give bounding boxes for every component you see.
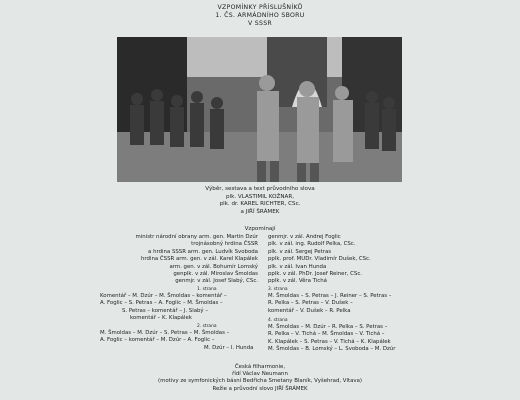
side-1-label: 1. strana: [197, 287, 217, 292]
track-line: komentář – K. Klapálek: [130, 315, 192, 322]
soldiers-marching-image: [117, 37, 402, 182]
track-line: M. Šmoldas – B. Lomský – L. Svoboda – M. Dzúr: [268, 346, 396, 353]
track-line: M. Šmoldas – M. Dzúr – R. Pelka – S. Petras –: [268, 324, 388, 330]
track-line: M. Dzúr – I. Hunda: [204, 344, 254, 351]
side-4-label: 4. strana: [268, 318, 288, 323]
speaker-entry: plk. v zál. ing. Rudolf Pelka, CSc.: [268, 241, 356, 248]
speaker-entry: ministr národní obrany arm. gen. Martin Dzúr: [135, 234, 258, 240]
side-1-tracklist: [100, 293, 227, 323]
music-motifs-note: (motivy ze symfonických básní Bedřicha Smetany Blaník, Vyšehrad, Vltava): [158, 378, 362, 385]
speaker-entry: pplk. prof. MUDr. Vladimír Dušek, CSc.: [268, 256, 371, 263]
speaker-entry: hrdina ČSSR arm. gen. v zál. Karel Klapálek: [141, 256, 258, 263]
speaker-entry: pplk. v zál. PhDr. Josef Reiner, CSc.: [268, 271, 362, 278]
side-3-tracklist: [268, 293, 391, 315]
credits-name-1: plk. VLASTIMIL KOŽNAR,: [225, 193, 295, 200]
speaker-entry: genplk. v zál. Miroslav Šmoldas: [173, 271, 258, 278]
speaker-entry: genmjr. v zál. Josef Slabý, CSc.: [175, 278, 258, 285]
credits: [0, 186, 520, 216]
speaker-entry: pplk. v zál. Věra Tichá: [268, 278, 327, 285]
track-line: S. Petras – komentář – J. Slabý –: [122, 307, 209, 314]
track-line: Komentář – M. Dzúr – M. Šmoldas – komentář –: [100, 293, 227, 299]
track-line: A. Foglic – komentář – M. Dzúr – A. Foglic –: [100, 337, 215, 344]
track-line: M. Šmoldas – S. Petras – J. Reiner – S. Petras –: [268, 293, 392, 299]
credits-intro: Výběr, sestava a text průvodního slova: [205, 186, 315, 192]
track-line: K. Klapálek – S. Petras – V. Tichá – K. Klapálek: [268, 338, 391, 345]
track-line: M. Šmoldas – M. Dzúr – S. Petras – M. Šmoldas –: [100, 330, 230, 336]
recollections-right-column: [268, 234, 371, 286]
side-2-tracklist: [100, 330, 253, 352]
credits-name-2: plk. dr. KAREL RICHTER, CSc.: [219, 201, 301, 208]
header-line-3: V SSSR: [247, 20, 273, 27]
track-line: komentář – V. Dušek – R. Pelka: [268, 307, 351, 314]
header-line-1: VZPOMÍNKY PŘÍSLUŠNÍKŮ: [217, 4, 303, 11]
speaker-entry: genmjr. v zál. Andrej Foglic: [268, 234, 341, 240]
recollections-left-column: [136, 234, 258, 286]
track-line: A. Foglic – S. Petras – A. Foglic – M. Šmoldas –: [100, 300, 223, 307]
speaker-entry: trojnásobný hrdina ČSSR: [191, 241, 258, 248]
recollections-heading: Vzpomínají: [244, 226, 276, 232]
director-credit: Režie a průvodní slovo JIŘÍ ŠRÁMEK: [212, 385, 308, 392]
speaker-entry: plk. v zál. Sergej Petras: [268, 248, 332, 255]
conductor: řídí Václav Neumann: [232, 371, 288, 378]
side-2-label: 2. strana: [197, 324, 217, 329]
speaker-entry: plk. v zál. Ivan Hunda: [268, 263, 327, 270]
speaker-entry: arm. gen. v zál. Bohumír Lomský: [169, 263, 258, 270]
side-4-tracklist: [268, 324, 395, 354]
header-line-2: 1. ČS. ARMÁDNÍHO SBORU: [215, 12, 305, 19]
credits-name-3: a JIŘÍ ŠRÁMEK: [240, 208, 280, 215]
track-line: R. Pelka – V. Tichá – M. Šmoldas – V. Tichá –: [268, 331, 385, 338]
historical-photograph: [117, 37, 402, 182]
album-header: [0, 4, 520, 28]
footer-credits: [0, 364, 520, 393]
side-3-label: 3. strana: [268, 287, 288, 292]
orchestra-name: Česká filharmonie,: [234, 364, 286, 370]
track-line: R. Pelka – S. Petras – V. Dušek –: [268, 300, 353, 307]
speaker-entry: a hrdina SSSR arm. gen. Ludvík Svoboda: [148, 248, 258, 255]
